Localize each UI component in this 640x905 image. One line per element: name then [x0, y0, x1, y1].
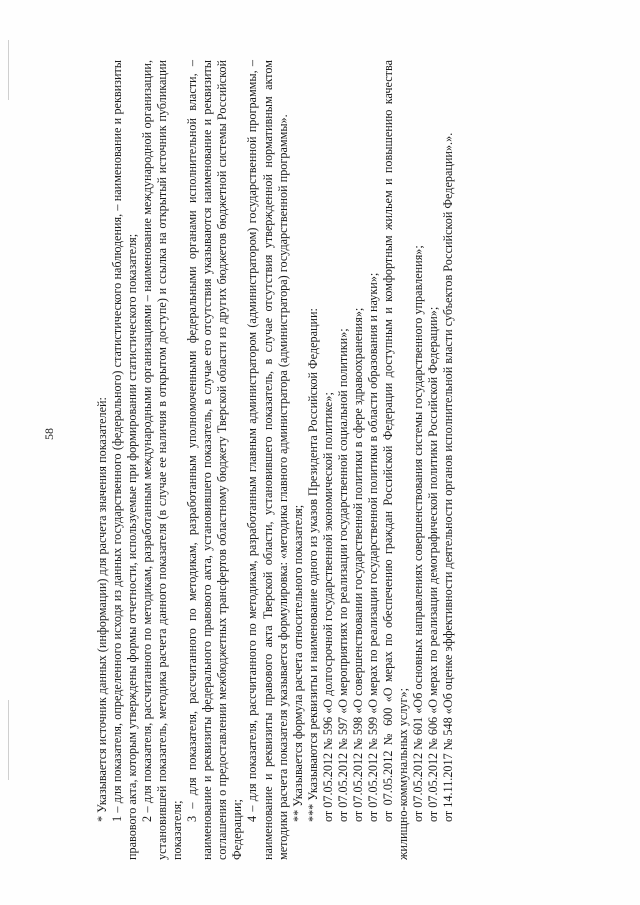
footnote-paragraph: 4 – для показателя, рассчитанного по методикам, разработанным главным администратором (администратором) государственной программы, – наименование и реквизиты правового акта Тверской области, установившего показатель, в случае отсутствия утвержденной нормативным актом методики расчета показателя указывается формулировка: «методика главного администратора (администратора) государственной программы». — [245, 60, 290, 860]
page-number: 58 — [42, 428, 56, 440]
footnote-paragraph: от 07.05.2012 № 598 «О совершенствовании государственной политики в сфере здравоохранения»; — [350, 307, 365, 822]
footnote-paragraph: от 07.05.2012 № 596 «О долгосрочной государственной экономической политике»; — [320, 392, 335, 822]
footnote-paragraph: от 07.05.2012 № 606 «О мерах по реализации демографической политики Российской Федерации»; — [426, 306, 441, 822]
footnote-paragraph: от 07.05.2012 № 599 «О мерах по реализации государственной политики в области образования и науки»; — [365, 272, 380, 822]
footnote-paragraph: 3 – для показателя, рассчитанного по методикам, разработанным уполномоченными федеральными органами исполнительной власти, – наименование и реквизиты федерального правового акта, установившего показатель, в случае его отсутствия указываются наименование и реквизиты соглашения о предоставлении межбюджетных трансфертов областному бюджету Тверской области из других бюджетов бюджетной системы Российской Федерации; — [185, 60, 245, 860]
footnote-paragraph: от 07.05.2012 № 597 «О мероприятиях по реализации государственной социальной политики»; — [335, 328, 350, 822]
scan-edge-mark — [8, 40, 9, 100]
footnote-paragraph: ** Указывается формула расчета относительного показателя; — [290, 504, 305, 822]
footnote-paragraph: 1 – для показателя, определенного исходя из данных государственного (федерального) статистического наблюдения, – наименование и реквизиты правового акта, которым утверждены формы отчетности, используемые при формировании статистического показателя; — [110, 60, 140, 860]
footnote-paragraph: от 14.11.2017 № 548 «Об оценке эффективности деятельности органов исполнительной власти субъектов Российской Федерации».». — [441, 132, 456, 822]
footnote-paragraph: от 07.05.2012 № 601 «Об основных направлениях совершенствования системы государственного управления»; — [410, 245, 425, 822]
footnote-paragraph: 2 – для показателя, рассчитанного по методикам, разработанным международными организациями – наименование международной организации, установившей показатель, методика расчета данного показателя (в случае ее наличия в открытом доступе) и ссылка на открытый источник публикации показателя; — [140, 60, 185, 860]
footnote-paragraph: * Указывается источник данных (информации) для расчета значения показателей: — [95, 397, 109, 822]
scan-edge-mark — [8, 700, 9, 780]
footnotes-block — [95, 60, 565, 860]
footnote-paragraph: *** Указываются реквизиты и наименование одного из указов Президента Российской Федерации: — [305, 308, 320, 822]
footnote-paragraph: от 07.05.2012 № 600 «О мерах по обеспечению граждан Российской Федерации доступным и комфортным жильем и повышению качества жилищно-коммунальных услуг»; — [380, 60, 410, 860]
